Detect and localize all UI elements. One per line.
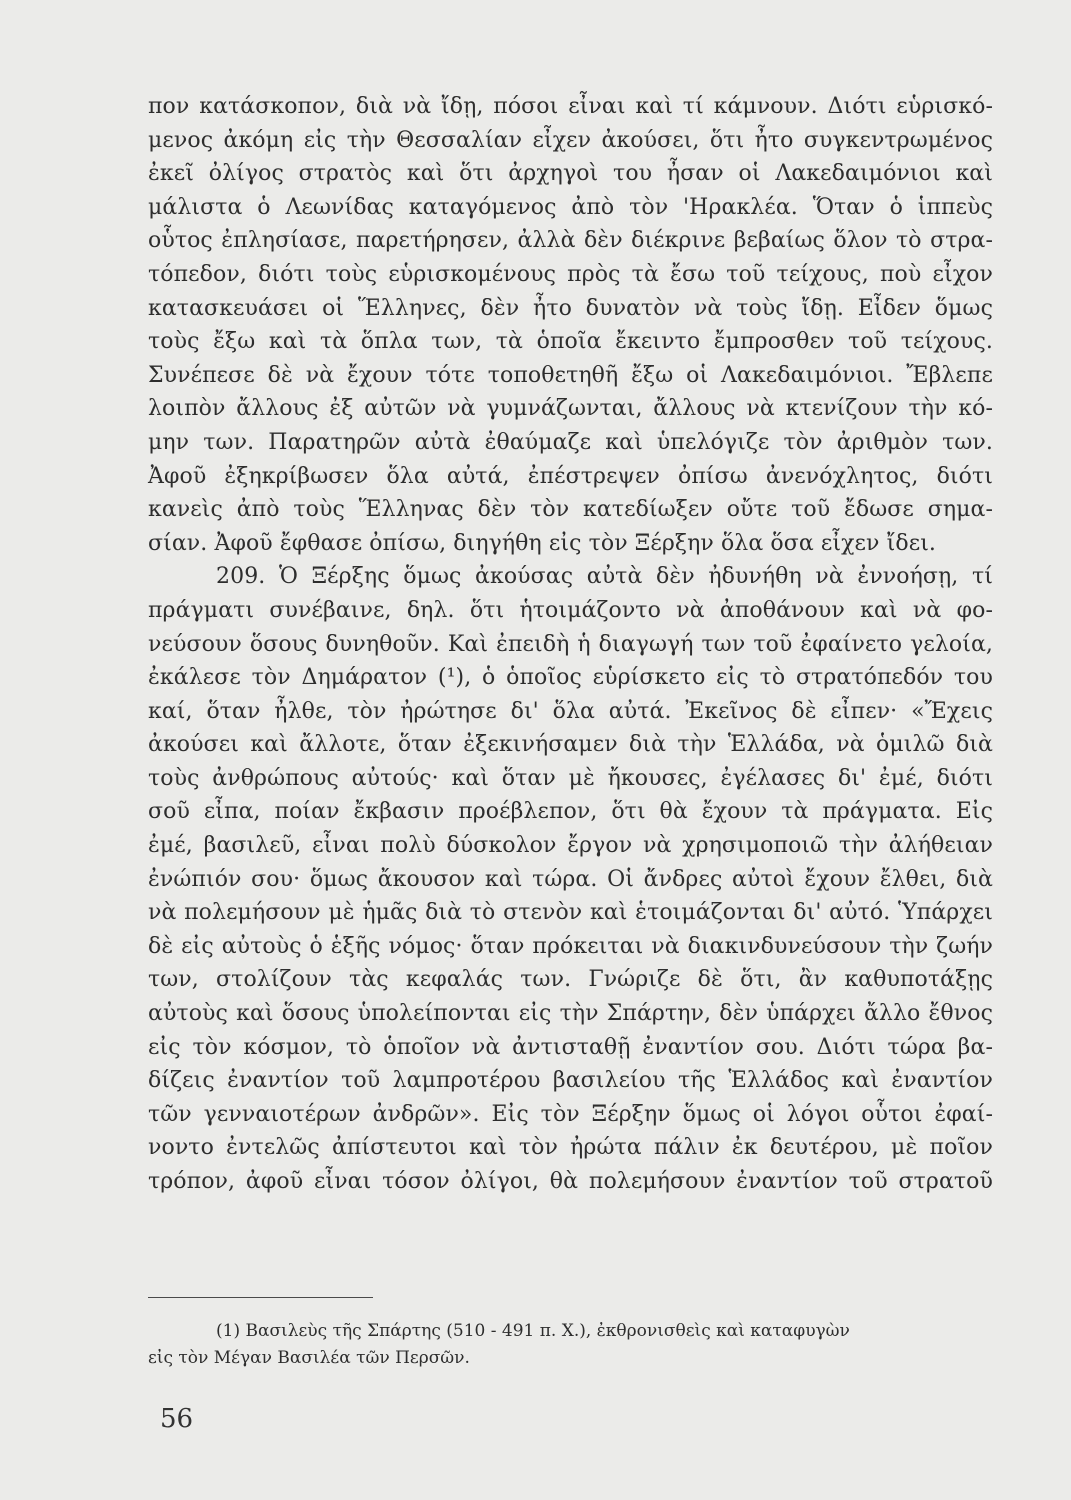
text-line: δίζεις ἐναντίον τοῦ λαμπροτέρου βασιλείου τῆς Ἑλλάδος καὶ ἐναντίον xyxy=(148,1068,993,1094)
text-line: κατασκευάσει οἱ Ἕλληνες, δὲν ἦτο δυνατὸν νὰ τοὺς ἴδῃ. Εἶδεν ὅμως xyxy=(148,295,993,321)
text-line: των, στολίζουν τὰς κεφαλάς των. Γνώριζε δὲ ὅτι, ἂν καθυποτάξῃς xyxy=(148,967,993,993)
text-line: πον κατάσκοπον, διὰ νὰ ἴδῃ, πόσοι εἶναι καὶ τί κάμνουν. Διότι εὑρισκό- xyxy=(148,94,993,119)
text-line: τοὺς ἀνθρώπους αὐτούς· καὶ ὅταν μὲ ἤκουσες, ἐγέλασες δι' ἐμέ, διότι xyxy=(148,765,993,791)
text-line: σίαν. Ἀφοῦ ἔφθασε ὀπίσω, διηγήθη εἰς τὸν Ξέρξην ὅλα ὅσα εἶχεν ἴδει. xyxy=(148,530,937,556)
footnote-line: εἰς τὸν Μέγαν Βασιλέα τῶν Περσῶν. xyxy=(148,1348,470,1368)
text-line: ἀκούσει καὶ ἄλλοτε, ὅταν ἐξεκινήσαμεν διὰ τὴν Ἑλλάδα, νὰ ὁμιλῶ διὰ xyxy=(148,732,993,758)
text-line: Ἀφοῦ ἐξηκρίβωσεν ὅλα αὐτά, ἐπέστρεψεν ὀπίσω ἀνενόχλητος, διότι xyxy=(148,463,993,489)
text-line: τῶν γενναιοτέρων ἀνδρῶν». Εἰς τὸν Ξέρξην ὅμως οἱ λόγοι οὗτοι ἐφαί- xyxy=(148,1101,993,1127)
page-number: 56 xyxy=(160,1404,194,1434)
text-line: ἐνώπιόν σου· ὅμως ἄκουσον καὶ τώρα. Οἱ ἄνδρες αὐτοὶ ἔχουν ἔλθει, διὰ xyxy=(148,866,993,892)
text-line: νεύσουν ὅσους δυνηθοῦν. Καὶ ἐπειδὴ ἡ διαγωγή των τοῦ ἐφαίνετο γελοία, xyxy=(148,631,993,657)
footnote-divider xyxy=(148,1297,373,1298)
text-line: Συνέπεσε δὲ νὰ ἔχουν τότε τοποθετηθῆ ἔξω οἱ Λακεδαιμόνιοι. Ἔβλεπε xyxy=(148,362,993,388)
text-line: καί, ὅταν ἦλθε, τὸν ἠρώτησε δι' ὅλα αὐτά. Ἐκεῖνος δὲ εἶπεν· «Ἔχεις xyxy=(148,698,993,724)
footnote xyxy=(148,1318,993,1372)
text-line: τοὺς ἔξω καὶ τὰ ὅπλα των, τὰ ὁποῖα ἔκειντο ἔμπροσθεν τοῦ τείχους. xyxy=(148,329,993,355)
footnote-line: (1) Βασιλεὺς τῆς Σπάρτης (510 - 491 π. Χ.), ἐκθρονισθεὶς καὶ καταφυγὼν xyxy=(216,1321,850,1341)
text-line: μην των. Παρατηρῶν αὐτὰ ἐθαύμαζε καὶ ὑπελόγιζε τὸν ἀριθμὸν των. xyxy=(148,429,993,455)
section-209-start: 209. Ὁ Ξέρξης ὅμως ἀκούσας αὐτὰ δὲν ἠδυνήθη νὰ ἐννοήσῃ, τί xyxy=(216,564,993,590)
text-line: τόπεδον, διότι τοὺς εὑρισκομένους πρὸς τὰ ἔσω τοῦ τείχους, ποὺ εἶχον xyxy=(148,261,993,287)
text-line: νὰ πολεμήσουν μὲ ἡμᾶς διὰ τὸ στενὸν καὶ ἑτοιμάζονται δι' αὐτό. Ὑπάρχει xyxy=(148,900,993,926)
text-line: ἐκάλεσε τὸν Δημάρατον (¹), ὁ ὁποῖος εὑρίσκετο εἰς τὸ στρατόπεδόν του xyxy=(148,665,993,691)
text-line: αὐτοὺς καὶ ὅσους ὑπολείπονται εἰς τὴν Σπάρτην, δὲν ὑπάρχει ἄλλο ἔθνος xyxy=(148,1001,993,1027)
text-line: οὗτος ἐπλησίασε, παρετήρησεν, ἀλλὰ δὲν διέκρινε βεβαίως ὅλον τὸ στρα- xyxy=(148,228,993,254)
text-line: κανεὶς ἀπὸ τοὺς Ἕλληνας δὲν τὸν κατεδίωξεν οὔτε τοῦ ἔδωσε σημα- xyxy=(148,497,993,523)
text-line: πράγματι συνέβαινε, δηλ. ὅτι ἡτοιμάζοντο νὰ ἀποθάνουν καὶ νὰ φο- xyxy=(148,597,993,623)
text-line: εἰς τὸν κόσμον, τὸ ὁποῖον νὰ ἀντισταθῇ ἐναντίον σου. Διότι τώρα βα- xyxy=(148,1034,993,1060)
text-line: ἐκεῖ ὀλίγος στρατὸς καὶ ὅτι ἀρχηγοὶ του ἦσαν οἱ Λακεδαιμόνιοι καὶ xyxy=(148,161,993,187)
main-text xyxy=(148,90,993,1199)
text-line: δὲ εἰς αὐτοὺς ὁ ἑξῆς νόμος· ὅταν πρόκειται νὰ διακινδυνεύσουν τὴν ζωήν xyxy=(148,933,993,959)
text-line: μενος ἀκόμη εἰς τὴν Θεσσαλίαν εἶχεν ἀκούσει, ὅτι ἦτο συγκεντρωμένος xyxy=(148,127,993,153)
text-line: μάλιστα ὁ Λεωνίδας καταγόμενος ἀπὸ τὸν 'Ηρακλέα. Ὅταν ὁ ἱππεὺς xyxy=(148,194,993,220)
text-line: λοιπὸν ἄλλους ἐξ αὐτῶν νὰ γυμνάζωνται, ἄλλους νὰ κτενίζουν τὴν κό- xyxy=(148,396,993,422)
text-line: νοντο ἐντελῶς ἀπίστευτοι καὶ τὸν ἠρώτα πάλιν ἐκ δευτέρου, μὲ ποῖον xyxy=(148,1135,993,1161)
text-line: ἐμέ, βασιλεῦ, εἶναι πολὺ δύσκολον ἔργον νὰ χρησιμοποιῶ τὴν ἀλήθειαν xyxy=(148,833,993,859)
text-line: τρόπον, ἀφοῦ εἶναι τόσον ὀλίγοι, θὰ πολεμήσουν ἐναντίον τοῦ στρατοῦ xyxy=(148,1169,993,1194)
text-line: σοῦ εἶπα, ποίαν ἔκβασιν προέβλεπον, ὅτι θὰ ἔχουν τὰ πράγματα. Εἰς xyxy=(148,799,993,825)
